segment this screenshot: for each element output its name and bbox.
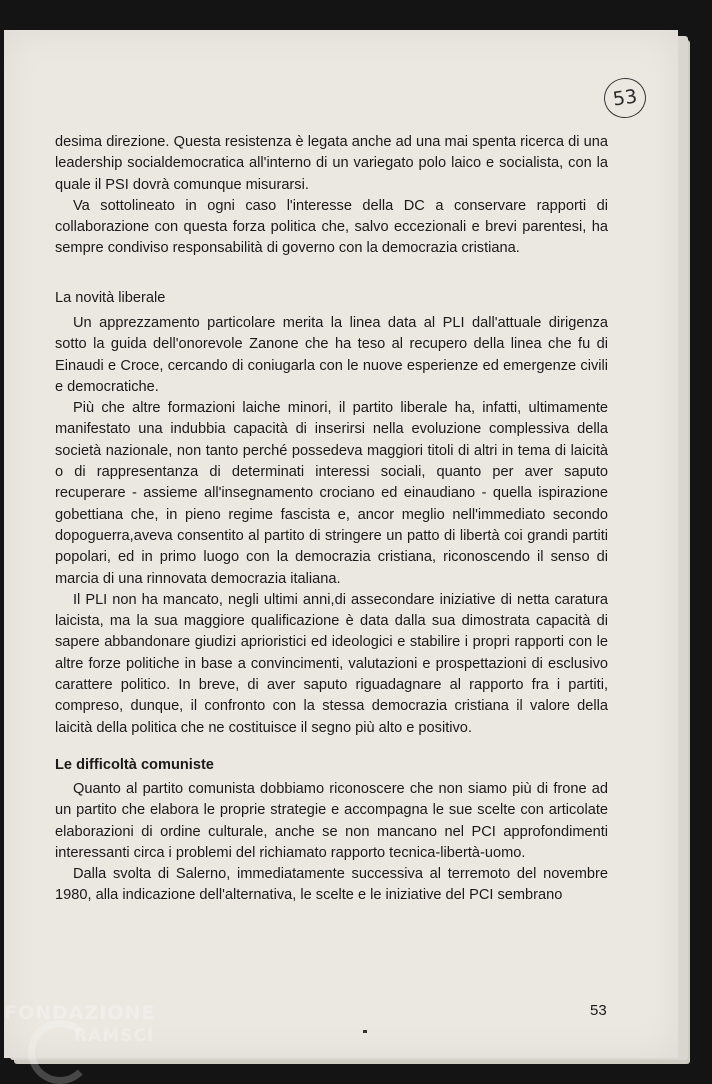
ink-dot [363,1030,367,1033]
paragraph: desima direzione. Questa resistenza è legata anche ad una mai spenta ricerca di una leadership socialdemocratica all'interno di un variegato polo laico e socialista, con la quale il PSI dovrà comunque misurarsi. [55,134,608,193]
handwritten-page-mark: 53 [601,75,648,120]
section-liberal-body [55,313,608,739]
paragraph: Va sottolineato in ogni caso l'interesse della DC a conservare rapporti di collaborazione con questa forza politica che, salvo eccezionali e brevi parentesi, ha sempre condiviso responsabilità di governo con la democrazia cristiana. [55,197,608,257]
document-page [4,30,678,1058]
watermark-text-top: FONDAZIONE [4,1002,156,1024]
section-communist-body [55,779,608,907]
paragraph: Il PLI non ha mancato, negli ultimi anni,di assecondare iniziative di netta caratura laicista, ma la sua maggiore qualificazione è data dalla sua dimostrata capacità di sapere abbandonare giudizi aprioristici ed ideologici e stabilire i propri rapporti con le altre forze politiche in base a convincimenti, valutazioni e prospettazioni di esclusivo carattere politico. In breve, di aver saputo riguadagnare al rapporto fra i partiti, compreso, dunque, il confronto con la stessa democrazia cristiana il valore della laicità della politica che ne costituisce il segno più alto e positivo. [55,591,608,736]
section-heading-communist: Le difficoltà comuniste [55,757,214,773]
paragraph: Dalla svolta di Salerno, immediatamente successiva al terremoto del novembre 1980, alla indicazione dell'alternativa, le scelte e le iniziative del PCI sembrano [55,866,608,904]
paragraph: Un apprezzamento particolare merita la linea data al PLI dall'attuale dirigenza sotto la guida dell'onorevole Zanone che ha teso al recupero della linea che fu di Einaudi e Croce, cercando di coniugarla con le nuove esperienze ed emergenze civili e democratiche. [55,315,608,395]
section-heading-liberal: La novità liberale [55,290,166,306]
watermark-text-bottom: RAMSCI [74,1026,155,1046]
paragraph: Quanto al partito comunista dobbiamo riconoscere che non siamo più di frone ad un partito che elabora le proprie strategie e accompagna le sue scelte con articolate elaborazioni di ordine culturale, anche se non mancano nel PCI approfondimenti interessanti circa i problemi del richiamato rapporto tecnica-libertà-uomo. [55,781,608,861]
archive-watermark-logo [4,1000,179,1080]
page-number: 53 [590,1002,607,1019]
opening-paragraphs [55,132,608,260]
paragraph: Più che altre formazioni laiche minori, il partito liberale ha, infatti, ultimamente manifestato una indubbia capacità di inserirsi nella evoluzione complessiva della società nazionale, non tanto perché possedeva maggiori titoli di altri in tema di laicità o di rappresentanza di determinati interessi sociali, quanto per aver saputo recuperare - assieme all'insegnamento crociano ed einaudiano - quella ispirazione gobettiana che, in pieno regime fascista e, ancor meglio nell'immediato secondo dopoguerra,aveva consentito al partito di stringere un patto di libertà coi grandi partiti popolari, ed in primo luogo con la democrazia cristiana, riconoscendo il senso di marcia di una rinnovata democrazia italiana. [55,400,608,587]
